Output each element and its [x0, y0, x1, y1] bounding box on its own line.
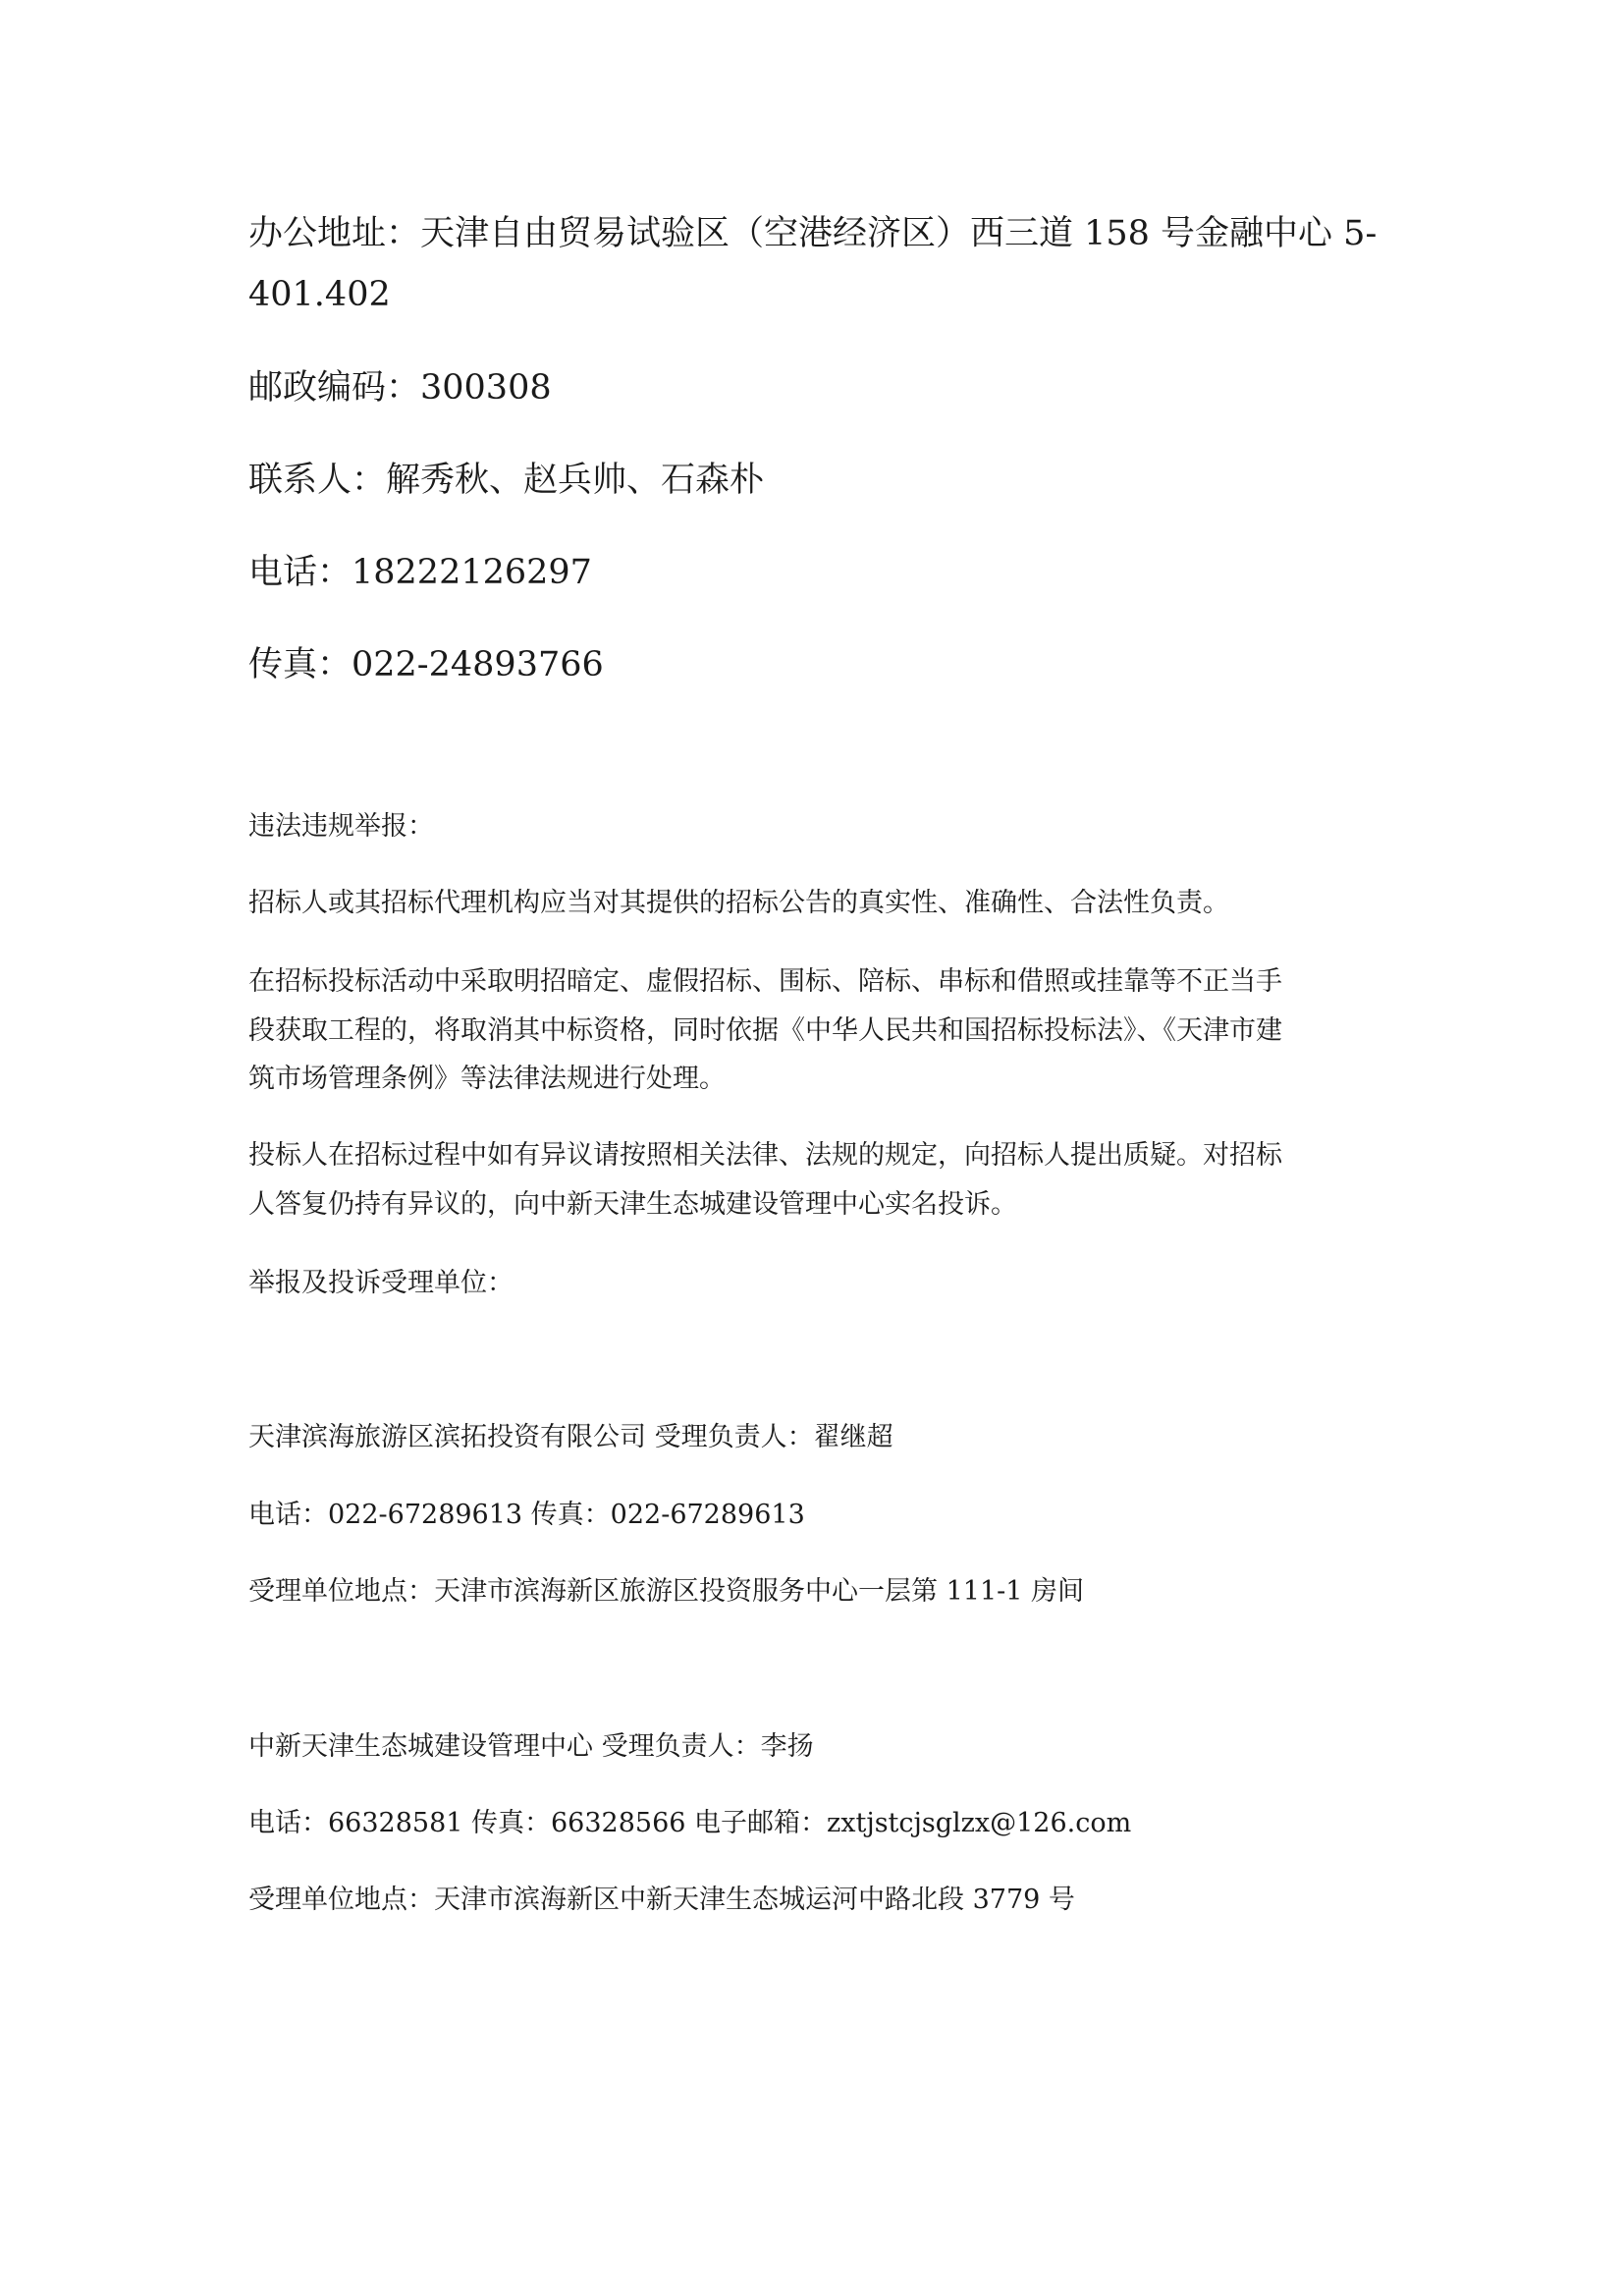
- unit1-address: 受理单位地点：天津市滨海新区旅游区投资服务中心一层第 111-1 房间: [248, 1576, 1084, 1607]
- agency-postcode: 邮政编码：300308: [248, 368, 552, 408]
- report-paragraph-2-line-2: 段获取工程的，将取消其中标资格，同时依据《中华人民共和国招标投标法》、《天津市建: [248, 1015, 1282, 1046]
- report-paragraph-3-line-1: 投标人在招标过程中如有异议请按照相关法律、法规的规定，向招标人提出质疑。对招标: [248, 1140, 1282, 1171]
- agency-address-line2: 401.402: [248, 275, 391, 314]
- report-paragraph-3-line-2: 人答复仍持有异议的，向中新天津生态城建设管理中心实名投诉。: [248, 1189, 1017, 1220]
- unit2-name: 中新天津生态城建设管理中心 受理负责人：李扬: [248, 1731, 814, 1762]
- agency-phone: 电话：18222126297: [248, 553, 592, 592]
- units-heading: 举报及投诉受理单位：: [248, 1268, 514, 1298]
- report-heading: 违法违规举报：: [248, 811, 434, 842]
- unit2-phone-fax-email: 电话：66328581 传真：66328566 电子邮箱：zxtjstcjsglzx@126.com: [248, 1808, 1132, 1838]
- report-paragraph-2-line-3: 筑市场管理条例》等法律法规进行处理。: [248, 1064, 726, 1094]
- agency-contacts: 联系人：解秀秋、赵兵帅、石森朴: [248, 461, 765, 500]
- unit1-name: 天津滨海旅游区滨拓投资有限公司 受理负责人：翟继超: [248, 1422, 893, 1452]
- unit2-address: 受理单位地点：天津市滨海新区中新天津生态城运河中路北段 3779 号: [248, 1885, 1075, 1915]
- agency-address-line1: 办公地址：天津自由贸易试验区（空港经济区）西三道 158 号金融中心 5-: [248, 214, 1378, 253]
- report-paragraph-2-line-1: 在招标投标活动中采取明招暗定、虚假招标、围标、陪标、串标和借照或挂靠等不正当手: [248, 966, 1282, 997]
- report-paragraph-1: 招标人或其招标代理机构应当对其提供的招标公告的真实性、准确性、合法性负责。: [248, 888, 1229, 918]
- agency-fax: 传真：022-24893766: [248, 645, 604, 684]
- unit1-phone-fax: 电话：022-67289613 传真：022-67289613: [248, 1500, 805, 1530]
